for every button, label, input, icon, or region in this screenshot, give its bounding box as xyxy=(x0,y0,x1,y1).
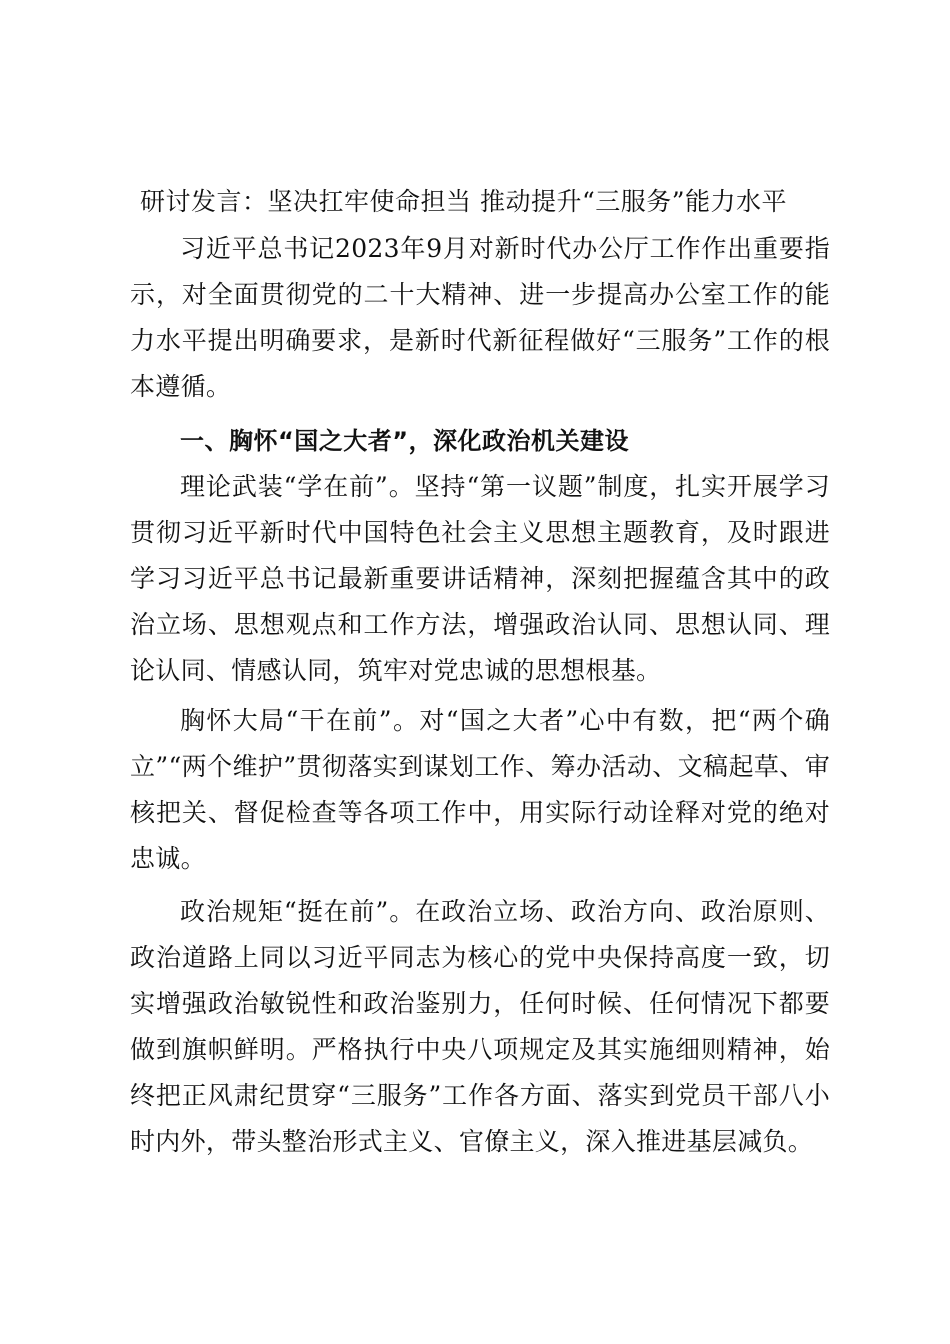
document-title: 研讨发言：坚决扛牢使命担当 推动提升“三服务”能力水平 xyxy=(140,187,788,216)
intro-paragraph: 习近平总书记2023年9月对新时代办公厅工作作出重要指示，对全面贯彻党的二十大精神、进一步提高办公室工作的能力水平提出明确要求，是新时代新征程做好“三服务”工作的根本遵循。 xyxy=(130,234,830,401)
body-paragraph: 理论武装“学在前”。坚持“第一议题”制度，扎实开展学习贯彻习近平新时代中国特色社会主义思想主题教育，及时跟进学习习近平总书记最新重要讲话精神，深刻把握蕴含其中的政治立场、思想观点和工作方法，增强政治认同、思想认同、理论认同、情感认同，筑牢对党忠诚的思想根基。 xyxy=(130,472,830,685)
body-paragraph: 胸怀大局“干在前”。对“国之大者”心中有数，把“两个确立”“两个维护”贯彻落实到谋划工作、筹办活动、文稿起草、审核把关、督促检查等各项工作中，用实际行动诠释对党的绝对忠诚。 xyxy=(130,706,830,873)
document-body xyxy=(130,226,830,1165)
section-heading: 一、胸怀“国之大者”，深化政治机关建设 xyxy=(180,427,630,455)
body-paragraph: 政治规矩“挺在前”。在政治立场、政治方向、政治原则、政治道路上同以习近平同志为核心的党中央保持高度一致，切实增强政治敏锐性和政治鉴别力，任何时候、任何情况下都要做到旗帜鲜明。严格执行中央八项规定及其实施细则精神，始终把正风肃纪贯穿“三服务”工作各方面、落实到党员干部八小时内外，带头整治形式主义、官僚主义，深入推进基层减负。 xyxy=(130,897,830,1156)
